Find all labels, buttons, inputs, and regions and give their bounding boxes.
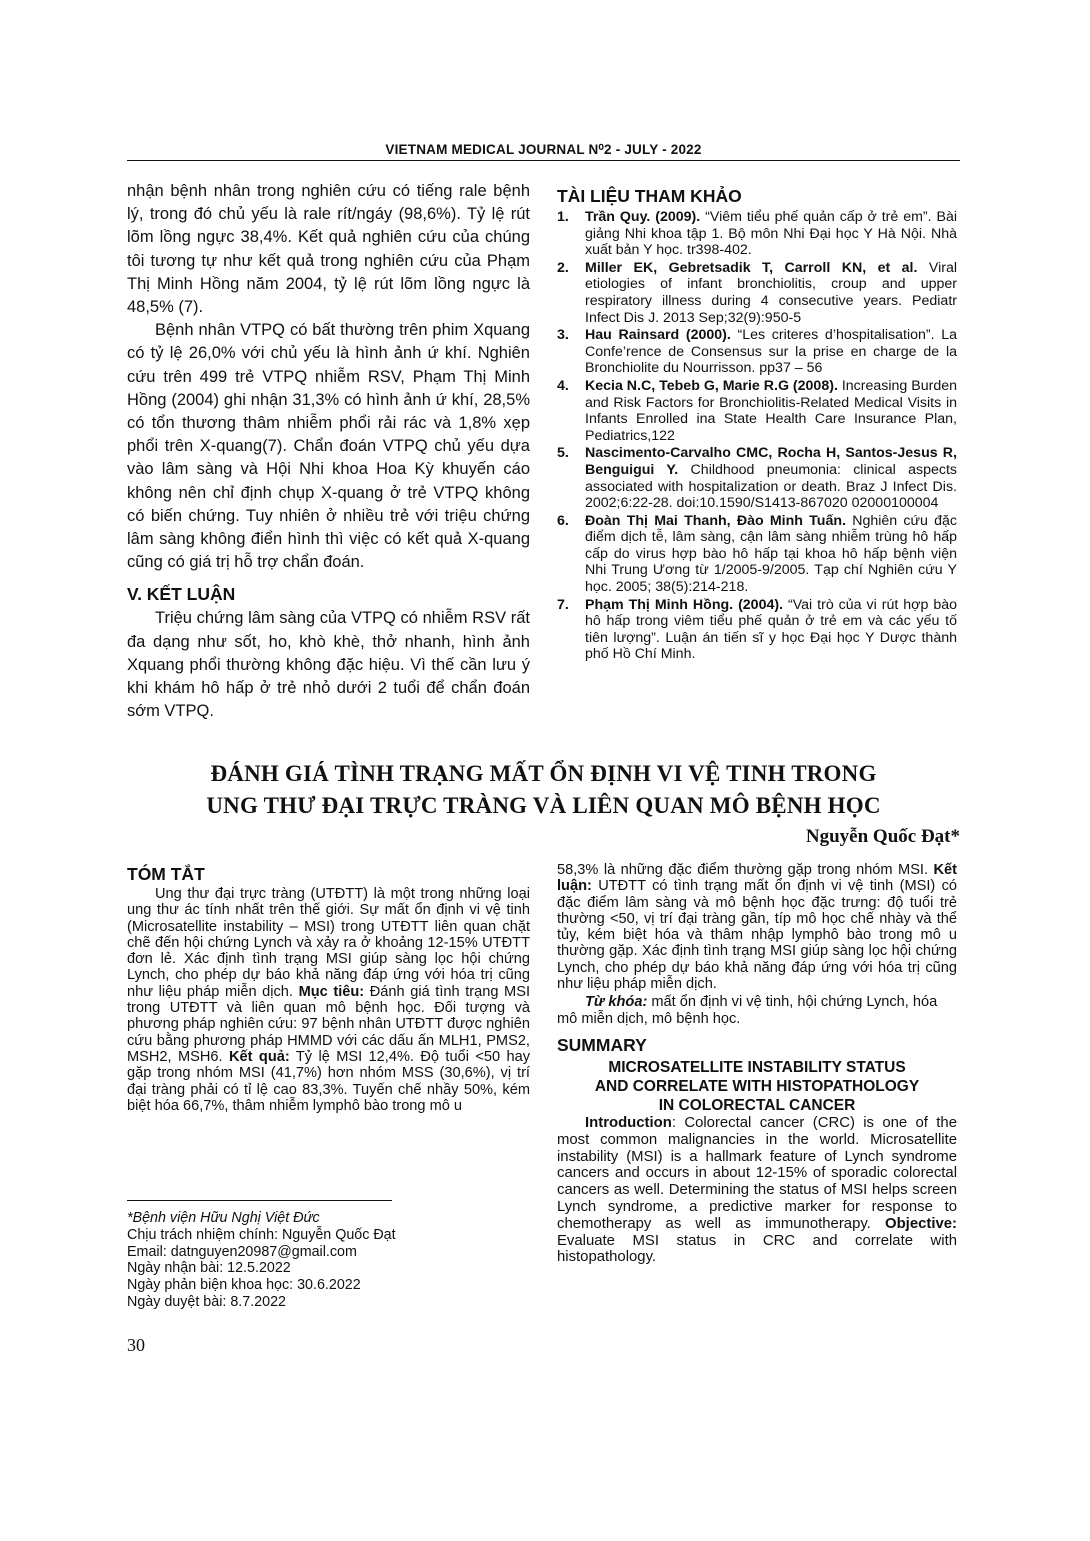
conclusion-heading: V. KẾT LUẬN: [127, 584, 236, 605]
article-author: Nguyễn Quốc Đạt*: [805, 826, 960, 847]
discussion-paragraph-2: Bệnh nhân VTPQ có bất thường trên phim Xquang có tỷ lệ 26,0% với chủ yếu là hình ảnh ứ khí. Nghiên cứu trên 499 trẻ VTPQ nhiễm RSV, Phạm Thị Minh Hồng (2004) ghi nhận 31,3% có hình ảnh ứ khí, 28,5% có tổn thương thâm nhiễm phổi rải rác và 1,8% xẹp phổi trên X-quang(7). Chẩn đoán VTPQ chủ yếu dựa vào lâm sàng và Hội Nhi khoa Hoa Kỳ khuyến cáo không nên chỉ định chụp X-quang ở trẻ VTPQ không có biến chứng. Tuy nhiên ở nhiều trẻ với triệu chứng lâm sàng không điển hình thì việc có kết quả X-quang cũng có giá trị hỗ trợ chẩn đoán.: [127, 321, 530, 572]
footnote-divider: [127, 1200, 392, 1201]
page-number: 30: [127, 1335, 145, 1355]
article-title: [127, 758, 960, 822]
reference-item: 3. Hau Rainsard (2000). “Les criteres d’hospitalisation”. La Confe’rence de Consensus sur la prise en charge de la Bronchiolite du Nourrisson. pp37 – 56: [557, 327, 957, 377]
footnote: [127, 1210, 396, 1311]
left-column-top: [127, 180, 530, 723]
footnote-received: Ngày nhận bài: 12.5.2022: [127, 1260, 291, 1277]
article-title-line-1: ĐÁNH GIÁ TÌNH TRẠNG MẤT ỔN ĐỊNH VI VỆ TINH TRONG: [210, 761, 877, 786]
reference-item: 7. Phạm Thị Minh Hồng. (2004). “Vai trò của vi rút hợp bào hô hấp trong viêm tiểu phế quản ở trẻ em và các yếu tố tiên lượng”. Luận án tiến sĩ y học Đại học Y Dược thành phố Hồ Chí Minh.: [557, 596, 957, 663]
abstract-vi-text: Ung thư đại trực tràng (UTĐTT) là một trong những loại ung thư ác tính nhất trên thế giới. Sự mất ổn định vi vệ tinh (Microsatellite instability – MSI) trong UTĐTT liên quan chặt chẽ đến hội chứng Lynch và xảy ra ở khoảng 12-15% UTĐTT đơn lẻ. Xác định tình trạng MSI giúp sàng lọc hội chứng Lynch, cho phép dự báo khả năng đáp ứng với hóa trị cũng như liệu pháp miễn dịch. Mục tiêu: Đánh giá tình trạng MSI trong UTĐTT và liên quan mô bệnh học. Đối tượng và phương pháp nghiên cứu: 97 bệnh nhân UTĐTT được nghiên cứu bằng phương pháp HMMD với các dấu ấn MLH1, PMS2, MSH2, MSH6. Kết quả: Tỷ lệ MSI 12,4%. Độ tuổi <50 hay gặp trong nhóm MSI (41,7%) hơn nhóm MSS (30,6%), vị trí đại tràng phải có tỉ lệ cao 83,3%. Tuyến chế nhầy 50%, kém biệt hóa 66,7%, thâm nhiễm lymphô bào trong mô u: [127, 886, 531, 1114]
reference-item: 4. Kecia N.C, Tebeb G, Marie R.G (2008). Increasing Burden and Risk Factors for Bronchiolitis-Related Medical Visits in Infants Enrolled ina State Health Care Insurance Plan, Pediatrics,122: [557, 377, 958, 444]
article-title-line-2: UNG THƯ ĐẠI TRỰC TRÀNG VÀ LIÊN QUAN MÔ BỆNH HỌC: [206, 793, 881, 818]
reference-item: 6. Đoàn Thị Mai Thanh, Đào Minh Tuấn. Nghiên cứu đặc điểm dịch tễ, lâm sàng, cận lâm sàng nhiễm trùng hô hấp cấp do virus hợp bào hô hấp tại khoa hô hấp bệnh viện Nhi Trung Ương từ 1/2005-9/2005. Tạp chí Nghiên cứu Y học. 2005; 38(5):214-218.: [557, 512, 957, 596]
references-heading: TÀI LIỆU THAM KHẢO: [557, 186, 742, 206]
reference-item: 5. Nascimento-Carvalho CMC, Rocha H, Santos-Jesus R, Benguigui Y. Childhood pneumonia: clinical aspects associated with hospitalization or death. Braz J Infect Dis. 2002;6:22-28. doi:10.1590/S1413-867020 02000100004: [557, 445, 957, 512]
abstract-vi-heading: TÓM TẮT: [127, 864, 205, 884]
conclusion-paragraph: Triệu chứng lâm sàng của VTPQ có nhiễm RSV rất đa dạng như sốt, ho, khò khè, thở nhanh, hình ảnh Xquang phổi thường không đặc hiệu. Vì thế cần lưu ý khi khám hô hấp ở trẻ nhỏ dưới 2 tuổi để chẩn đoán sớm VTPQ.: [127, 609, 530, 721]
summary-title: MICROSATELLITE INSTABILITY STATUS AND CORRELATE WITH HISTOPATHOLOGY IN COLORECTAL CANCER: [594, 1058, 920, 1114]
running-header: VIETNAM MEDICAL JOURNAL N⁰2 - JULY - 2022: [385, 142, 702, 157]
footnote-affiliation: *Bệnh viện Hữu Nghị Việt Đức: [127, 1210, 320, 1226]
footnote-reviewed: Ngày phản biện khoa học: 30.6.2022: [127, 1277, 361, 1294]
header-divider: [127, 160, 960, 161]
footnote-responsible: Chịu trách nhiệm chính: Nguyễn Quốc Đạt: [127, 1226, 396, 1243]
references-column: [557, 186, 957, 664]
summary-heading: SUMMARY: [557, 1034, 647, 1055]
abstract-vi-column: [127, 864, 530, 1114]
abstract-right-column: [557, 862, 957, 1266]
reference-item: 1. Trần Quy. (2009). “Viêm tiểu phế quản cấp ở trẻ em”. Bài giảng Nhi khoa tập 1. Bộ môn Nhi Đại học Y Hà Nội. Nhà xuất bản Y học. tr398-402.: [557, 209, 957, 259]
reference-item: 2. Miller EK, Gebretsadik T, Carroll KN, et al. Viral etiologies of infant bronchiolitis, croup and upper respiratory illness during 4 consecutive years. Pediatr Infect Dis J. 2013 Sep;32(9):950-5: [557, 259, 957, 326]
footnote-approved: Ngày duyệt bài: 8.7.2022: [127, 1293, 286, 1310]
abstract-vi-continued: 58,3% là những đặc điểm thường gặp trong nhóm MSI. Kết luận: UTĐTT có tình trạng mất ổn định vi vệ tinh (MSI) có đặc điểm lâm sàng và mô bệnh học đặc trưng: độ tuổi trẻ thường <50, vị trí đại tràng gần, típ mô học chế nhày và thể tủy, kém biệt hóa và thâm nhập lymphô bào trong mô u thường gặp. Xác định tình trạng MSI giúp sàng lọc hội chứng Lynch, cho phép dự báo khả năng đáp ứng với hóa trị cũng như liệu pháp miễn dịch.: [557, 862, 957, 993]
summary-text: Introduction: Colorectal cancer (CRC) is one of the most common malignancies in the world. Microsatellite instability (MSI) is a hallmark feature of Lynch syndrome cancers and occurs in about 12-15% of sporadic colorectal cancers as well. Determining the status of MSI helps screen Lynch syndrome, a predictive marker for response to chemotherapy as well as immunotherapy. Objective: Evaluate MSI status in CRC and correlate with histopathology.: [557, 1114, 957, 1266]
abstract-vi-keywords: Từ khóa: mất ổn định vi vệ tinh, hội chứng Lynch, hóa mô miễn dịch, mô bệnh học.: [557, 994, 938, 1027]
footnote-email: Email: datnguyen20987@gmail.com: [127, 1243, 357, 1260]
discussion-paragraph-1: nhận bệnh nhân trong nghiên cứu có tiếng rale bệnh lý, trong đó chủ yếu là rale rít/ngáy (98,6%). Tỷ lệ rút lõm lồng ngực 38,4%. Kết quả nghiên cứu của chúng tôi tương tự như kết quả trong nghiên cứu của Phạm Thị Minh Hồng năm 2004, tỷ lệ rút lõm lồng ngực là 48,5% (7).: [127, 182, 530, 317]
references-list: [557, 209, 957, 663]
